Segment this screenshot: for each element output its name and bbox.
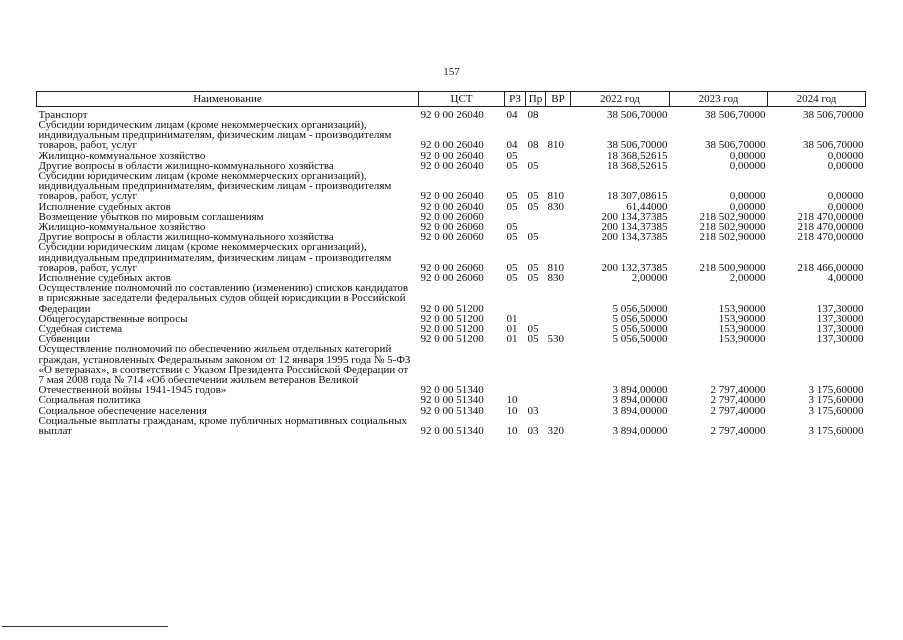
- cell-name: Осуществление полномочий по обеспечению жильем отдельных категорий граждан, установленных Федеральным законом от 12 января 1995 года № 5-ФЗ «О ветеранах», в соответствии с Указом Президента Российской Федерации от 7 мая 2008 года № 714 «Об обеспечении жильем ветеранов Великой Отечественной войны 1941-1945 годов»: [38, 343, 411, 397]
- cell-rz: 01: [506, 333, 518, 346]
- cell-rz: 04: [506, 108, 518, 121]
- cell-name: Судебная система: [38, 323, 123, 336]
- cell-vr: 810: [547, 261, 564, 274]
- cell-y2023: 218 500,90000: [699, 261, 766, 274]
- cell-rz: 05: [506, 272, 518, 285]
- cell-y2022: 5 056,50000: [612, 333, 668, 346]
- cell-name: Исполнение судебных актов: [38, 200, 171, 213]
- cell-y2023: 0,00000: [729, 159, 766, 172]
- cell-y2023: 153,90000: [718, 333, 766, 346]
- cell-y2023: 153,90000: [718, 312, 766, 325]
- cell-rz: 05: [506, 221, 518, 234]
- table-row: [37, 416, 866, 436]
- cell-y2023: 2 797,40000: [710, 425, 766, 438]
- table-row: [37, 120, 866, 151]
- cell-name: Субсидии юридическим лицам (кроме некоммерческих организаций), индивидуальным предпринимателям, физическим лицам - производителям товаров, работ, услуг: [38, 119, 392, 152]
- cell-name: Социальные выплаты гражданам, кроме публичных нормативных социальных выплат: [38, 414, 407, 438]
- cell-y2024: 0,00000: [827, 159, 864, 172]
- cell-y2023: 0,00000: [729, 190, 766, 203]
- cell-pr: 05: [527, 200, 539, 213]
- cell-y2023: 218 502,90000: [699, 231, 766, 244]
- cell-cst: 92 0 00 26060: [420, 272, 484, 285]
- cell-y2023: 2 797,40000: [710, 394, 766, 407]
- cell-name: Социальная политика: [38, 394, 141, 407]
- cell-name: Осуществление полномочий по составлению (изменению) списков кандидатов в присяжные заседатели федеральных судов общей юрисдикции в Российской Федерации: [38, 282, 409, 315]
- page-number: 157: [443, 66, 460, 78]
- cell-vr: [546, 151, 571, 161]
- cell-y2023: 2,00000: [729, 272, 766, 285]
- cell-name: Субвенции: [38, 333, 91, 346]
- footnote-separator: [2, 626, 168, 627]
- cell-y2022: 3 894,00000: [612, 384, 668, 397]
- cell-rz: 01: [506, 312, 518, 325]
- cell-name: Жилищно-коммунальное хозяйство: [38, 221, 206, 234]
- cell-cst: 92 0 00 51340: [420, 384, 484, 397]
- cell-pr: [526, 344, 546, 395]
- cell-pr: 05: [527, 231, 539, 244]
- budget-table: [36, 91, 866, 436]
- cell-y2023: 38 506,70000: [705, 108, 766, 121]
- cell-rz: 10: [506, 394, 518, 407]
- cell-y2024: 38 506,70000: [803, 139, 864, 152]
- cell-cst: 92 0 00 26040: [420, 149, 484, 162]
- cell-vr: [546, 222, 571, 232]
- header-2023: 2023 год: [670, 92, 768, 107]
- cell-cst: 92 0 00 26040: [420, 200, 484, 213]
- cell-cst: 92 0 00 26040: [420, 108, 484, 121]
- cell-y2024: 218 470,00000: [797, 210, 864, 223]
- header-name: Наименование: [37, 92, 419, 107]
- cell-y2022: 2,00000: [631, 272, 668, 285]
- cell-rz: [505, 283, 526, 314]
- cell-y2024: 0,00000: [827, 190, 864, 203]
- cell-y2023: 153,90000: [718, 302, 766, 315]
- cell-y2022: 200 132,37385: [601, 261, 668, 274]
- cell-name: Социальное обеспечение населения: [38, 404, 207, 417]
- header-vr: ВР: [546, 92, 571, 107]
- cell-y2024: 3 175,60000: [808, 394, 864, 407]
- cell-vr: 810: [547, 190, 564, 203]
- cell-pr: 03: [527, 404, 539, 417]
- cell-vr: [546, 314, 571, 324]
- header-cst: ЦСТ: [419, 92, 505, 107]
- cell-cst: 92 0 00 51340: [420, 404, 484, 417]
- cell-name: Исполнение судебных актов: [38, 272, 171, 285]
- cell-y2023: 0,00000: [729, 200, 766, 213]
- header-pr: Пр: [526, 92, 546, 107]
- table-row: [37, 344, 866, 395]
- cell-cst: 92 0 00 51200: [420, 333, 484, 346]
- cell-name: Жилищно-коммунальное хозяйство: [38, 149, 206, 162]
- cell-rz: 05: [506, 159, 518, 172]
- cell-rz: 01: [506, 323, 518, 336]
- cell-y2024: 137,30000: [816, 312, 864, 325]
- header-row: [37, 92, 866, 107]
- cell-y2023: 38 506,70000: [705, 139, 766, 152]
- cell-y2022: 38 506,70000: [607, 139, 668, 152]
- cell-y2022: 61,44000: [626, 200, 668, 213]
- header-2024: 2024 год: [768, 92, 866, 107]
- cell-pr: 05: [527, 333, 539, 346]
- cell-y2023: 2 797,40000: [710, 384, 766, 397]
- table-row: [37, 107, 866, 121]
- cell-vr: 320: [547, 425, 564, 438]
- table-row: [37, 171, 866, 202]
- cell-y2024: 4,00000: [827, 272, 864, 285]
- cell-y2022: 3 894,00000: [612, 425, 668, 438]
- cell-pr: 08: [527, 139, 539, 152]
- cell-y2023: 218 502,90000: [699, 210, 766, 223]
- cell-cst: 92 0 00 26040: [420, 159, 484, 172]
- cell-y2022: 18 307,08615: [607, 190, 668, 203]
- cell-rz: 10: [506, 425, 518, 438]
- cell-y2024: 218 470,00000: [797, 231, 864, 244]
- cell-pr: 08: [527, 108, 539, 121]
- cell-y2022: 5 056,50000: [612, 302, 668, 315]
- cell-y2024: 137,30000: [816, 333, 864, 346]
- cell-name: Общегосударственные вопросы: [38, 312, 188, 325]
- cell-y2024: 3 175,60000: [808, 425, 864, 438]
- cell-vr: 830: [547, 272, 564, 285]
- cell-y2022: 5 056,50000: [612, 312, 668, 325]
- cell-cst: 92 0 00 51340: [420, 425, 484, 438]
- cell-cst: 92 0 00 26040: [420, 139, 484, 152]
- cell-cst: 92 0 00 26060: [420, 231, 484, 244]
- cell-y2024: 137,30000: [816, 323, 864, 336]
- cell-y2023: 218 502,90000: [699, 221, 766, 234]
- header-rz: РЗ: [505, 92, 526, 107]
- cell-vr: [546, 107, 571, 121]
- cell-name: Другие вопросы в области жилищно-коммунального хозяйства: [38, 159, 334, 172]
- cell-y2024: 3 175,60000: [808, 384, 864, 397]
- cell-vr: [546, 395, 571, 405]
- cell-y2023: 2 797,40000: [710, 404, 766, 417]
- cell-pr: 05: [527, 323, 539, 336]
- cell-rz: 05: [506, 149, 518, 162]
- cell-y2022: 5 056,50000: [612, 323, 668, 336]
- cell-y2024: 218 466,00000: [797, 261, 864, 274]
- cell-y2022: 3 894,00000: [612, 394, 668, 407]
- cell-vr: 530: [547, 333, 564, 346]
- cell-y2024: 0,00000: [827, 149, 864, 162]
- cell-rz: 05: [506, 190, 518, 203]
- cell-cst: 92 0 00 26060: [420, 221, 484, 234]
- cell-y2022: 18 368,52615: [607, 159, 668, 172]
- cell-cst: 92 0 00 51200: [420, 312, 484, 325]
- table-body: [37, 107, 866, 437]
- cell-y2024: 137,30000: [816, 302, 864, 315]
- cell-cst: 92 0 00 51200: [420, 302, 484, 315]
- cell-cst: 92 0 00 26060: [420, 210, 484, 223]
- cell-rz: 05: [506, 200, 518, 213]
- cell-pr: [526, 212, 546, 222]
- cell-pr: 03: [527, 425, 539, 438]
- cell-y2022: 200 134,37385: [601, 221, 668, 234]
- cell-y2024: 0,00000: [827, 200, 864, 213]
- cell-pr: 05: [527, 190, 539, 203]
- cell-cst: 92 0 00 51200: [420, 323, 484, 336]
- cell-cst: 92 0 00 51340: [420, 394, 484, 407]
- cell-name: Возмещение убытков по мировым соглашениям: [38, 210, 264, 223]
- cell-pr: 05: [527, 159, 539, 172]
- cell-y2024: 218 470,00000: [797, 221, 864, 234]
- cell-vr: 810: [547, 139, 564, 152]
- cell-rz: 05: [506, 231, 518, 244]
- cell-rz: [505, 344, 526, 395]
- cell-name: Субсидии юридическим лицам (кроме некоммерческих организаций), индивидуальным предпринимателям, физическим лицам - производителям товаров, работ, услуг: [38, 170, 392, 203]
- cell-name: Транспорт: [38, 108, 88, 121]
- cell-vr: 830: [547, 200, 564, 213]
- cell-vr: [546, 344, 571, 395]
- cell-rz: 05: [506, 261, 518, 274]
- cell-y2022: 3 894,00000: [612, 404, 668, 417]
- header-2022: 2022 год: [571, 92, 670, 107]
- cell-pr: [526, 283, 546, 314]
- cell-vr: [546, 161, 571, 171]
- cell-y2022: 38 506,70000: [607, 108, 668, 121]
- cell-y2022: 200 134,37385: [601, 231, 668, 244]
- cell-vr: [546, 212, 571, 222]
- cell-pr: 05: [527, 272, 539, 285]
- cell-y2024: 3 175,60000: [808, 404, 864, 417]
- cell-pr: 05: [527, 261, 539, 274]
- cell-y2022: 18 368,52615: [607, 149, 668, 162]
- cell-y2022: 200 134,37385: [601, 210, 668, 223]
- cell-cst: 92 0 00 26060: [420, 261, 484, 274]
- table-row: [37, 242, 866, 273]
- cell-rz: 04: [506, 139, 518, 152]
- cell-rz: 10: [506, 404, 518, 417]
- cell-vr: [546, 406, 571, 416]
- cell-cst: 92 0 00 26040: [420, 190, 484, 203]
- table-row: [37, 283, 866, 314]
- cell-y2023: 0,00000: [729, 149, 766, 162]
- cell-name: Другие вопросы в области жилищно-коммунального хозяйства: [38, 231, 334, 244]
- cell-name: Субсидии юридическим лицам (кроме некоммерческих организаций), индивидуальным предпринимателям, физическим лицам - производителям товаров, работ, услуг: [38, 241, 392, 274]
- cell-y2023: 153,90000: [718, 323, 766, 336]
- cell-vr: [546, 283, 571, 314]
- cell-vr: [546, 232, 571, 242]
- cell-y2024: 38 506,70000: [803, 108, 864, 121]
